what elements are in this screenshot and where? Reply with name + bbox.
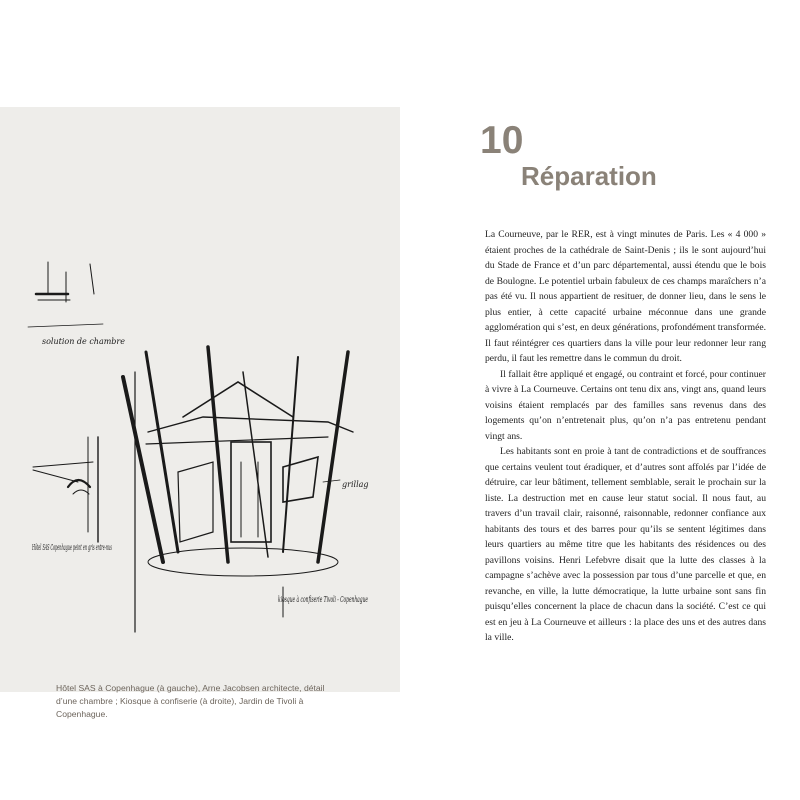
figure-caption: Hôtel SAS à Copenhague (à gauche), Arne Jacobsen architecte, détail d’une chambre ; Kiosque à confiserie (à droite), Jardin de Tivoli à Copenhague.: [56, 683, 325, 719]
architectural-sketch: [28, 232, 373, 647]
paragraph: Les habitants sont en proie à tant de contradictions et de souffrances que certains veulent tout éradiquer, et d’autres sont affolés par l’idée de détruire, car leur bâtiment, tellement semblable, serait le prochain sur la liste. La destruction met en cause leur statut social. Il nous faut, au travers d’un travail clair, raisonné, raisonnable, redonner confiance aux habitants des tours et des barres pour qu’ils se sentent légitimes dans leurs quartiers au même titre que les habitants des résidences ou des pavillons voisins. Henri Lefebvre disait que la lutte des classes à la campagne s’achève avec la possession par tous d’une parcelle et que, en revanche, en ville, la lutte démocratique, la lutte urbaine sont sans fin puisqu’elles concernent la place de chacun dans la société. C’est ce qui est en jeu à La Courneuve et ailleurs : la place des uns et des autres dans la ville.: [485, 446, 766, 643]
sketch-label-solution: solution de chambre: [42, 337, 125, 346]
sketch-label-hotel: Hôtel SAS Copenhague peint en gris entre-nus: [31, 543, 112, 552]
paragraph: Il fallait être appliqué et engagé, ou contraint et forcé, pour continuer à vivre à La Courneuve. Certains ont tenu dix ans, vingt ans, quand leurs voisins étaient remplacés par des familles sans revenus dans des logements qu’on n’entretenait plus, qu’on n’a pas entretenu pendant vingt ans.: [485, 368, 766, 442]
body-text: [485, 227, 766, 646]
sketch-label-grillage: grillag: [342, 480, 369, 489]
right-page: [400, 107, 800, 692]
chapter-number: 10: [480, 119, 524, 162]
left-page: [0, 107, 400, 719]
chapter-title: Réparation: [521, 161, 657, 191]
sketch-label-kiosque: kiosque à confiserie Tivoli - Copenhague: [278, 595, 369, 604]
paragraph: La Courneuve, par le RER, est à vingt minutes de Paris. Les « 4 000 » étaient proches de la cathédrale de Saint-Denis ; ils le sont aujourd’hui du Stade de France et d’un parc départemental, aussi étendu que le bois de Boulogne. Le potentiel urbain fabuleux de ces champs maraîchers n’a pas été vu. Il nous appartient de resituer, de donner lieu, dans le sens le plus entier, à cette capacité urbaine méconnue dans une grande agglomération qui s’est, en deux générations, profondément transformée. Il faut réintégrer ces quartiers dans la ville pour leur redonner leur rang perdu, il faut les remettre dans le commun du droit.: [485, 229, 766, 364]
